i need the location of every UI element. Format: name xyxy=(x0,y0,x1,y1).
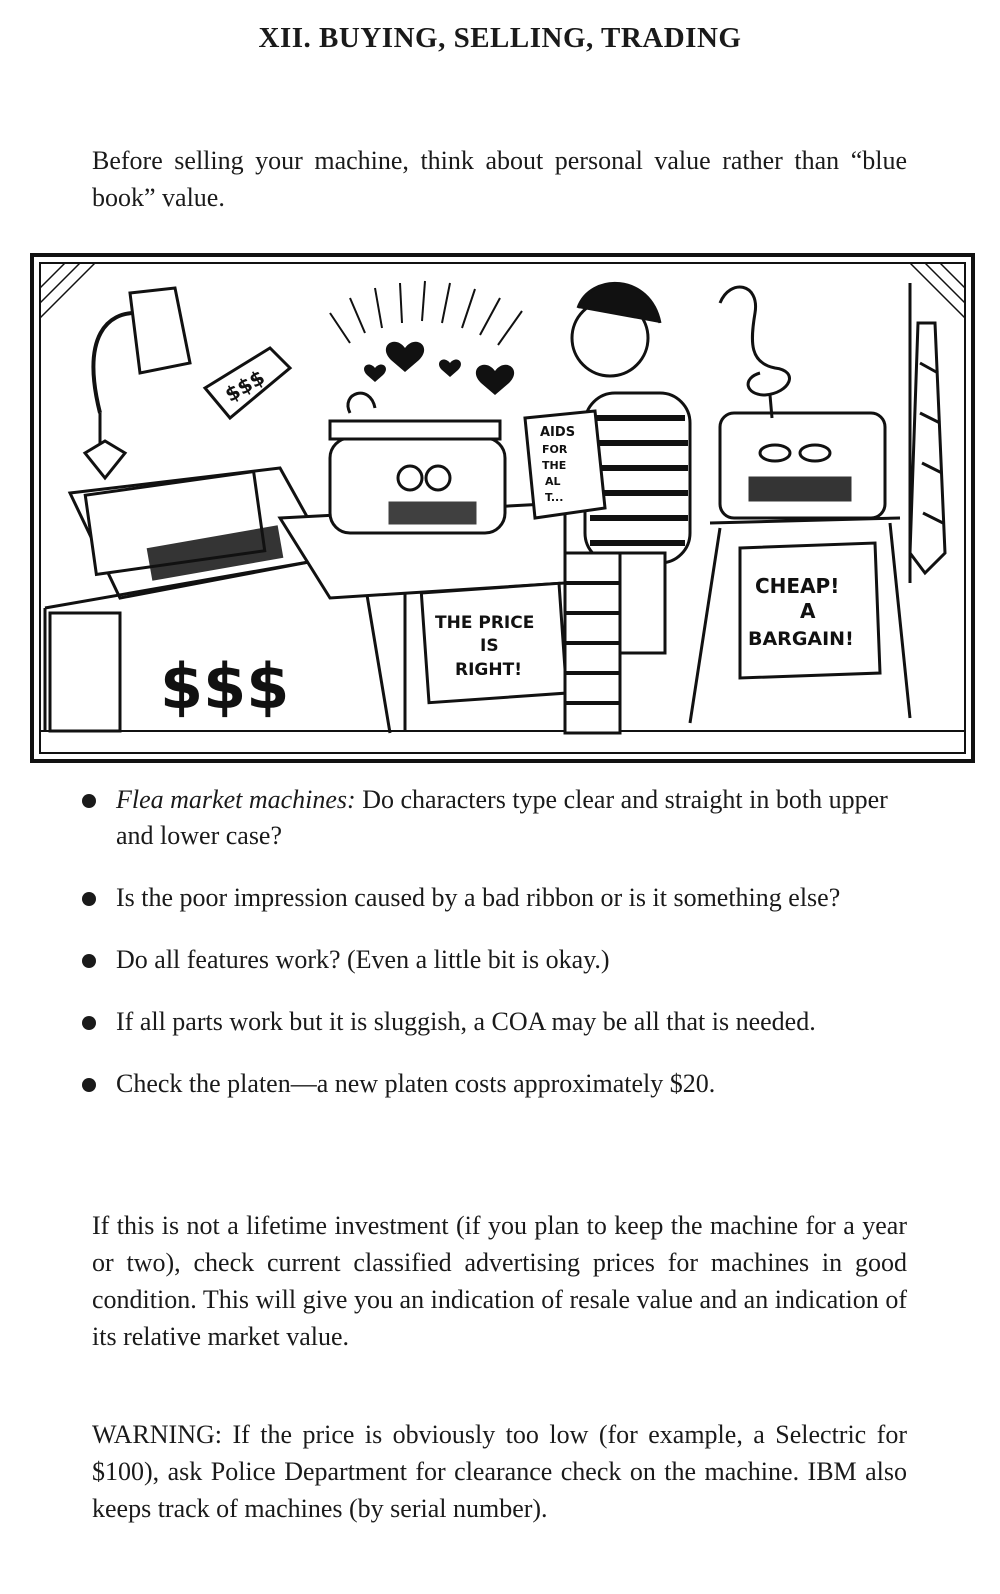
lamp-icon xyxy=(93,288,190,448)
flamingo-icon xyxy=(720,287,789,418)
list-item xyxy=(80,942,910,978)
book xyxy=(525,411,605,518)
table-money-text: $$$ xyxy=(160,650,290,723)
price-tag xyxy=(205,348,290,418)
ties-icon xyxy=(910,283,945,583)
center-typewriter xyxy=(330,393,505,533)
list-item xyxy=(80,1066,910,1102)
cheap-sign-line-1: CHEAP! xyxy=(755,574,840,598)
bullet-text: Do all features work? (Even a little bit is okay.) xyxy=(116,945,610,974)
bullet-icon xyxy=(82,794,96,808)
book-line-2: FOR xyxy=(542,443,568,456)
list-item xyxy=(80,782,910,854)
cheap-sign xyxy=(740,543,880,678)
list-item xyxy=(80,1004,910,1040)
cheap-sign-line-3: BARGAIN! xyxy=(748,628,854,650)
price-sign-line-2: IS xyxy=(480,636,499,656)
cheap-sign-line-2: A xyxy=(800,599,816,623)
price-sign-line-1: THE PRICE xyxy=(435,613,535,633)
price-sign-line-3: RIGHT! xyxy=(455,660,522,680)
bullet-text: Is the poor impression caused by a bad ribbon or is it something else? xyxy=(116,883,841,912)
resale-paragraph: If this is not a lifetime investment (if you plan to keep the machine for a year or two), check current classified advertising prices for machines in good condition. This will give you an indication of resale value and an indication of its relative market value. xyxy=(92,1211,907,1351)
bullet-icon xyxy=(82,1016,96,1030)
list-item xyxy=(80,880,910,916)
book-line-4: AL xyxy=(545,475,561,488)
bullet-icon xyxy=(82,1078,96,1092)
bullet-icon xyxy=(82,954,96,968)
checklist xyxy=(80,782,910,1128)
warning-paragraph: WARNING: If the price is obviously too low (for example, a Selectric for $100), ask Police Department for clearance check on the machine. IBM also keeps track of machines (by serial number). xyxy=(92,1420,907,1523)
cartoon-illustration xyxy=(30,253,975,763)
page-title: XII. BUYING, SELLING, TRADING xyxy=(258,22,742,54)
price-sign xyxy=(421,583,566,702)
bullet-icon xyxy=(82,892,96,906)
intro-paragraph: Before selling your machine, think about personal value rather than “blue book” value. xyxy=(92,146,907,212)
bullet-text: Do characters type clear and straight in both upper and lower case? xyxy=(116,785,888,850)
bullet-lead: Flea market machines: xyxy=(116,785,356,814)
hearts-icon xyxy=(364,342,514,395)
bullet-text: Check the platen—a new platen costs approximately $20. xyxy=(116,1069,716,1098)
book-line-3: THE xyxy=(542,459,567,472)
price-tag-text: $$$ xyxy=(220,365,269,407)
bullet-text: If all parts work but it is sluggish, a COA may be all that is needed. xyxy=(116,1007,816,1036)
book-line-5: T... xyxy=(545,491,564,504)
diamond-icon xyxy=(85,441,125,478)
book-line-1: AIDS xyxy=(540,425,576,440)
